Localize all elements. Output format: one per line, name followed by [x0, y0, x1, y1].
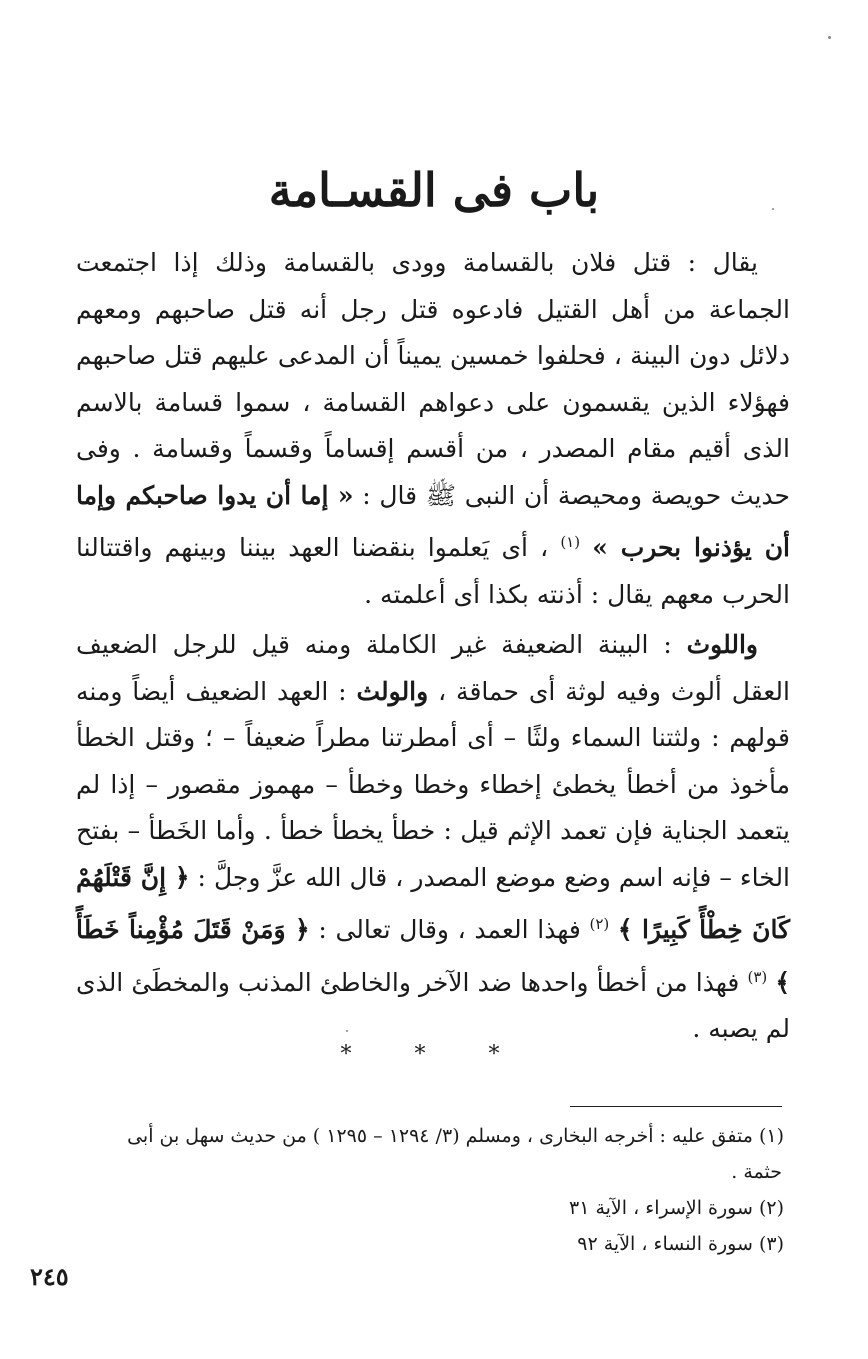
page-number: ٢٤٥ [30, 1262, 69, 1291]
section-separator: * * * [340, 1042, 528, 1067]
scan-speck [346, 1030, 348, 1032]
quran-verse-nisa: ﴿ وَمَنْ قَتَلَ مُؤْمِناً خَطَأً ﴾ [76, 915, 791, 997]
main-text [76, 240, 790, 1053]
footnote-ref-2[interactable]: (٢) [589, 915, 610, 933]
hadith-quote: « إما أن يدوا صاحبكم وإما أن يؤذنوا بحرب » [76, 480, 791, 562]
paragraph1-text1: يقال : قتل فلان بالقسامة وودى بالقسامة وذلك إذا اجتمعت الجماعة من أهل القتيل فادعوه قتل رجل أنه قتل صاحبهم ومعهم دلائل دون البينة ، فحلفوا خمسين يميناً أن المدعى عليهم قتل صاحبهم فهؤلاء الذين يقسمون على دعواهم القسامة ، سموا قسامة بالاسم الذى أقيم مقام المصدر ، من أقسم إقساماً وقسماً وقسامة . وفى حديث حويصة ومحيصة أن النبى ﷺ قال : [76, 248, 790, 510]
paragraph2-text2: : العهد الضعيف أيضاً ومنه قولهم : ولثتنا السماء ولثًا – أى أمطرتنا مطراً ضعيفاً – ؛ وقتل الخطأ مأخوذ من أخطأ يخطئ إخطاء وخطا وخطأ – مهموز مقصور – إذا لم يتعمد الجناية فإن تعمد الإثم قيل : خطأ يخطأ خطأ . وأما الخَطأ – بفتح الخاء – فإنه اسم وضع موضع المصدر ، قال الله عزَّ وجلَّ : [76, 676, 791, 892]
term-lawth: واللوث [686, 630, 758, 659]
chapter-title: باب فى القسـامة [268, 163, 600, 217]
paragraph2-text3: فهذا العمد ، وقال تعالى : [318, 915, 581, 944]
footnote-ref-3[interactable]: (٣) [747, 967, 768, 986]
footnote-3: (٣) سورة النساء ، الآية ٩٢ [577, 1233, 784, 1255]
scan-speck [772, 208, 774, 210]
term-walth: والولث [356, 676, 429, 706]
paragraph2-text1: : البينة الضعيفة غير الكاملة ومنه قيل للرجل الضعيف العقل ألوث وفيه لوثة أى حماقة ، [76, 630, 790, 706]
paragraph1-text2: ، أى يَعلموا بنقضنا العهد بيننا وبينهم واقتتالنا الحرب معهم يقال : أذنته بكذا أى أعلمته . [76, 533, 790, 609]
scan-speck [828, 36, 831, 39]
footnote-1: (١) متفق عليه : أخرجه البخارى ، ومسلم (٣/ ١٢٩٤ – ١٢٩٥ ) من حديث سهل بن أبى [127, 1125, 784, 1147]
paragraph2-text4: فهذا من أخطأ واحدها ضد الآخر والخاطئ المذنب والمخطَئ الذى لم يصبه . [76, 967, 790, 1043]
footnote-2: (٢) سورة الإسراء ، الآية ٣١ [569, 1197, 784, 1219]
quran-verse-isra: ﴿ إِنَّ قَتْلَهُمْ كَانَ خِطْأً كَبِيرًا ﴾ [76, 862, 791, 944]
footnote-1-continued: حثمة . [731, 1161, 782, 1183]
footnote-divider [570, 1106, 782, 1107]
paragraph-lawth [76, 622, 790, 1053]
paragraph-qasama [76, 240, 790, 618]
footnote-ref-1[interactable]: (١) [560, 533, 581, 551]
footnotes [92, 1118, 784, 1262]
